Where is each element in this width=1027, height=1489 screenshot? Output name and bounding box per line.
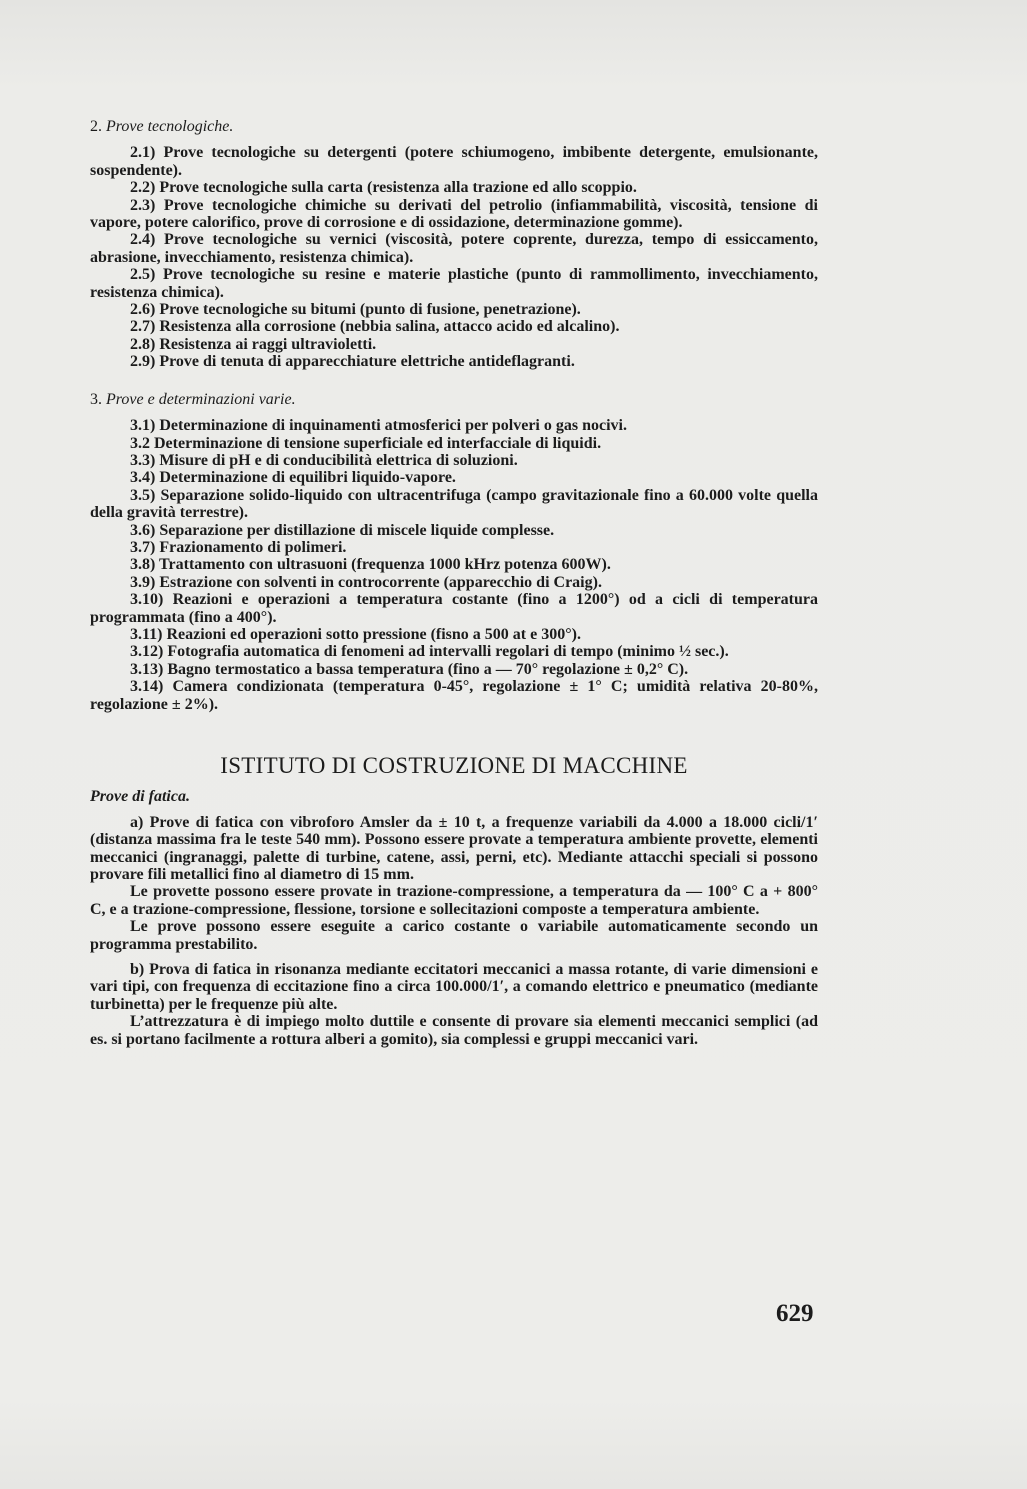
section-3-item: 3.5) Separazione solido-liquido con ultracentrifuga (campo gravitazionale fino a 60.000 volte quella della gravità terrestre).: [90, 486, 818, 522]
page-number: 629: [776, 1300, 814, 1327]
section-2-item: 2.5) Prove tecnologiche su resine e materie plastiche (punto di rammollimento, invecchiamento, resistenza chimica).: [90, 266, 818, 301]
section-3-item: 3.12) Fotografia automatica di fenomeni ad intervalli regolari di tempo (minimo ½ sec.).: [130, 643, 729, 661]
body-paragraph: L’attrezzatura è di impiego molto duttile e consente di provare sia elementi meccanici semplici (ad es. si portano facilmente a rottura alberi a gomito), sia complessi e gruppi meccanici vari.: [90, 1013, 818, 1048]
section-3-item: 3.9) Estrazione con solventi in controcorrente (apparecchio di Craig).: [130, 573, 602, 591]
section-2-item: 2.7) Resistenza alla corrosione (nebbia salina, attacco acido ed alcalino).: [130, 318, 620, 336]
section-2-item: 2.6) Prove tecnologiche su bitumi (punto di fusione, penetrazione).: [130, 301, 581, 319]
institute-title: ISTITUTO DI COSTRUZIONE DI MACCHINE: [220, 753, 688, 778]
section-2-title: Prove tecnologiche.: [106, 118, 234, 135]
section-2-item: 2.1) Prove tecnologiche su detergenti (potere schiumogeno, imbibente detergente, emulsionante, sospendente).: [90, 144, 818, 179]
body-paragraph: b) Prova di fatica in risonanza mediante eccitatori meccanici a massa rotante, di varie dimensioni e vari tipi, con frequenza di eccitazione fino a circa 100.000/1′, a comando elettrico e pneumatico (mediante turbinetta) per le frequenze più alte.: [90, 961, 818, 1013]
section-3-item: 3.13) Bagno termostatico a bassa temperatura (fino a — 70° regolazione ± 0,2° C).: [130, 660, 689, 678]
section-2-item: 2.9) Prove di tenuta di apparecchiature elettriche antideflagranti.: [130, 353, 575, 371]
body-paragraph: Le provette possono essere provate in trazione-compressione, a temperatura da — 100° C a + 800° C, e a trazione-compressione, flessione, torsione e sollecitazioni composte a temperatura ambiente.: [90, 883, 818, 918]
section-3-item: 3.3) Misure di pH e di conducibilità elettrica di soluzioni.: [130, 451, 518, 469]
section-2-item: 2.8) Resistenza ai raggi ultravioletti.: [130, 335, 377, 353]
section-3-title: Prove e determinazioni varie.: [106, 390, 296, 408]
text-column: [90, 118, 818, 1048]
section-3-heading: [90, 391, 818, 408]
section-3-item: 3.4) Determinazione di equilibri liquido-vapore.: [130, 469, 456, 487]
section-3-item: 3.8) Trattamento con ultrasuoni (frequenza 1000 kHrz potenza 600W).: [130, 556, 611, 574]
section-3-item: 3.1) Determinazione di inquinamenti atmosferici per polveri o gas nocivi.: [130, 417, 627, 435]
section-2-heading: [90, 118, 818, 135]
section-2-item: 2.3) Prove tecnologiche chimiche su derivati del petrolio (infiammabilità, viscosità, tensione di vapore, potere calorifico, prove di corrosione e di ossidazione, determinazione gomme).: [90, 196, 818, 232]
body-paragraph: Le prove possono essere eseguite a carico costante o variabile automaticamente secondo un programma prestabilito.: [90, 918, 818, 953]
section-3-item: 3.10) Reazioni e operazioni a temperatura costante (fino a 1200°) od a cicli di temperatura programmata (fino a 400°).: [90, 591, 818, 626]
institute-subtitle: Prove di fatica.: [90, 788, 190, 806]
body-paragraph: a) Prove di fatica con vibroforo Amsler da ± 10 t, a frequenze variabili da 4.000 a 18.000 cicli/1′ (distanza massima fra le teste 540 mm). Possono essere provate a temperatura ambiente provette, elementi meccanici (ingranaggi, palette di turbine, catene, assi, perni, etc). Mediante attacchi speciali si possono provare fili metallici fino al diametro di 15 mm.: [90, 813, 818, 884]
section-3-item: 3.2 Determinazione di tensione superficiale ed interfacciale di liquidi.: [130, 434, 602, 452]
section-3-item: 3.14) Camera condizionata (temperatura 0-45°, regolazione ± 1° C; umidità relativa 20-80%, regolazione ± 2%).: [90, 678, 818, 713]
section-3-number: 3.: [90, 390, 102, 408]
section-2-item: 2.4) Prove tecnologiche su vernici (viscosità, potere coprente, durezza, tempo di essiccamento, abrasione, invecchiamento, resistenza chimica).: [90, 231, 818, 266]
section-2-item: 2.2) Prove tecnologiche sulla carta (resistenza alla trazione ed allo scoppio.: [130, 179, 637, 197]
section-2-number: 2.: [90, 118, 102, 135]
section-3-item: 3.11) Reazioni ed operazioni sotto pressione (fisno a 500 at e 300°).: [130, 625, 581, 643]
section-3-item: 3.7) Frazionamento di polimeri.: [130, 538, 347, 556]
section-3-item: 3.6) Separazione per distillazione di miscele liquide complesse.: [130, 521, 555, 539]
